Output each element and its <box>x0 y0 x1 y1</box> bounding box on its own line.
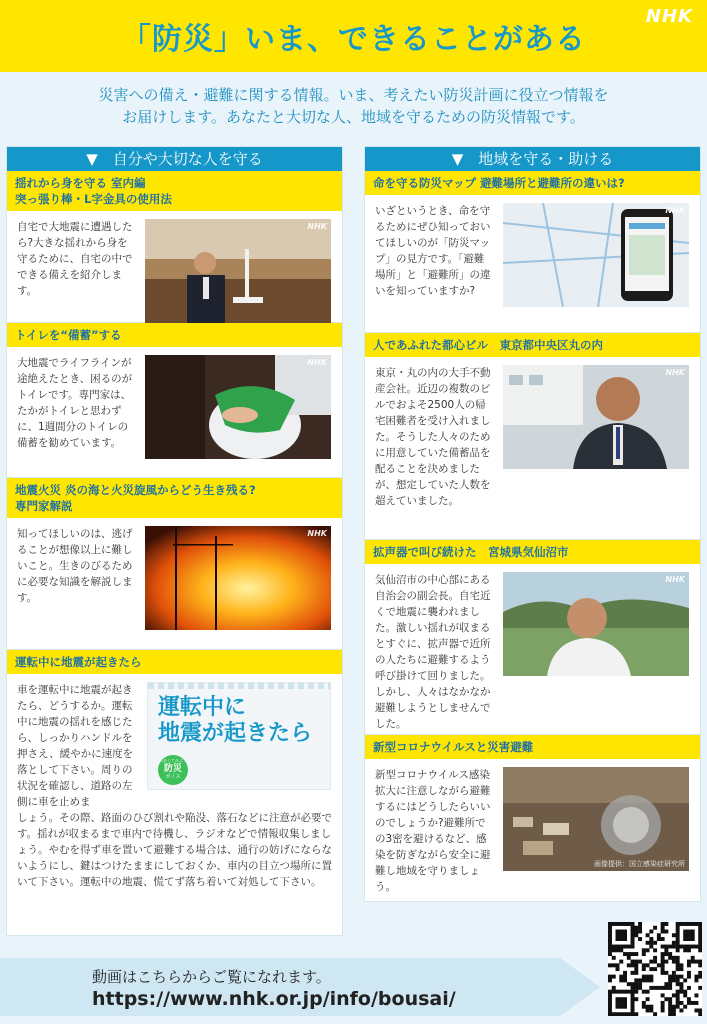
badge-small-text: ためしてみよう <box>159 758 187 763</box>
thumbnail-nhk-mark: NHK <box>665 368 685 377</box>
card-title[interactable] <box>7 323 342 347</box>
card-title-line-1[interactable]: 運転中に地震が起きたら <box>15 655 142 669</box>
card-driving-earthquake[interactable] <box>7 650 342 905</box>
graphic-stripe <box>148 683 330 689</box>
graphic-title-line-1: 運転中に <box>158 695 247 720</box>
thumbnail-nhk-mark: NHK <box>665 206 685 215</box>
header-banner <box>0 0 707 72</box>
card-text: 新型コロナウイルス感染拡大に注意しながら避難するにはどうしたらいいのでしょうか?避難所での3密を避けるなど、感染を防ぎながら安全に避難し地域を守りましょう。 <box>375 769 491 893</box>
card-marunouchi-building[interactable] <box>365 333 700 540</box>
card-title[interactable] <box>365 171 700 195</box>
footer-url-link[interactable]: https://www.nhk.or.jp/info/bousai/ <box>92 988 456 1010</box>
card-title[interactable] <box>365 735 700 759</box>
video-thumbnail[interactable] <box>145 355 331 459</box>
card-title-line-1[interactable]: 人であふれた都心ビル 東京都中央区丸の内 <box>373 338 603 352</box>
thumbnail-fire-scene <box>145 526 331 630</box>
card-earthquake-fire[interactable] <box>7 478 342 650</box>
card-title[interactable] <box>365 540 700 564</box>
card-title-line-1[interactable]: 命を守る防災マップ 避難場所と避難所の違いは? <box>373 176 625 190</box>
card-text: 自宅で大地震に遭遇したら?大きな揺れから身を守るために、自宅の中でできる備えを紹介します。 <box>17 221 133 297</box>
thumbnail-interior-scene <box>145 219 331 323</box>
card-covid-evacuation[interactable] <box>365 735 700 901</box>
card-furniture-anchoring[interactable] <box>7 171 342 323</box>
left-column <box>6 146 343 936</box>
card-title-line-1[interactable]: 揺れから身を守る 室内編 <box>15 176 146 190</box>
thumbnail-outdoor-interview <box>503 572 689 676</box>
card-title[interactable] <box>7 650 342 674</box>
card-title-line-1[interactable]: 拡声器で叫び続けた 宮城県気仙沼市 <box>373 545 569 559</box>
footer-caption: 動画はこちらからご覧になれます。 <box>92 968 331 986</box>
thumbnail-evacuation-shelter <box>503 767 689 871</box>
card-text: 知ってほしいのは、逃げることが想像以上に難しいこと。生きのびるために必要な知識を解説します。 <box>17 528 133 604</box>
card-kesennuma-loudspeaker[interactable] <box>365 540 700 735</box>
video-thumbnail[interactable] <box>503 572 689 676</box>
card-text: 大地震でライフラインが途絶えたとき、困るのがトイレです。専門家は、たかがトイレと思わずに、1週間分のトイレの備蓄を勧めています。 <box>17 357 133 449</box>
card-title-line-1[interactable]: トイレを“備蓄”する <box>15 328 122 342</box>
qr-code-pattern <box>608 922 702 1016</box>
card-title[interactable] <box>365 333 700 357</box>
video-thumbnail[interactable] <box>145 219 331 323</box>
left-column-heading: ▼ 自分や大切な人を守る <box>7 147 342 171</box>
page-title: 「防災」いま、できることがある <box>121 22 586 57</box>
card-title[interactable] <box>7 478 342 518</box>
card-title-line-1[interactable]: 地震火災 炎の海と火災旋風からどう生き残る? <box>15 483 256 497</box>
card-text: 気仙沼市の中心部にある自治会の副会長。自宅近くで地震に襲われました。激しい揺れが収まるとすぐに、拡声器で近所の人たちに避難するよう呼び掛けて回りました。しかし、人々はなかなか避難しようとしませんでした。 <box>375 574 491 730</box>
thumbnail-nhk-mark: NHK <box>665 575 685 584</box>
badge-main-text: 防災 <box>163 764 182 774</box>
card-text: 東京・丸の内の大手不動産会社。近辺の複数のビルでおよそ2500人の帰宅困難者を受け入れました。そうした人々のために用意していた備蓄品を配ることを決めましたが、想定していた人数を超えていました。 <box>375 367 491 507</box>
video-thumbnail[interactable] <box>503 767 689 871</box>
thumbnail-nhk-mark: NHK <box>307 358 327 367</box>
driving-graphic[interactable] <box>147 682 331 790</box>
thumbnail-office-interview <box>503 365 689 469</box>
video-thumbnail[interactable] <box>503 365 689 469</box>
card-title-line-2[interactable]: 専門家解説 <box>15 499 73 513</box>
card-title-line-1[interactable]: 新型コロナウイルスと災害避難 <box>373 740 534 754</box>
badge-sub-text: ポイス <box>165 774 181 780</box>
card-toilet-stockpile[interactable] <box>7 323 342 478</box>
card-title[interactable] <box>7 171 342 211</box>
graphic-title-line-2: 地震が起きたら <box>158 721 313 746</box>
video-thumbnail[interactable] <box>145 526 331 630</box>
nhk-logo[interactable]: NHK <box>645 6 693 27</box>
right-column <box>364 146 701 902</box>
footer <box>0 948 620 1024</box>
thumbnail-toilet-scene <box>145 355 331 459</box>
bousai-point-badge <box>158 755 188 785</box>
thumbnail-nhk-mark: NHK <box>307 529 327 538</box>
intro-line-2: お届けします。あなたと大切な人、地域を守るための防災情報です。 <box>122 108 585 126</box>
right-column-heading: ▼ 地域を守る・助ける <box>365 147 700 171</box>
card-hazard-map[interactable] <box>365 171 700 333</box>
thumbnail-nhk-mark: NHK <box>307 222 327 231</box>
card-text-bottom: しょう。その際、路面のひび割れや陥没、落石などに注意が必要です。揺れが収まるまで車内で待機し、ラジオなどで情報収集しましょう。やむを得ず車を置いて避難する場合は、通行の妨げにならないようにし、鍵はつけたままにしておくか、車内の目立つ場所に置いて下さい。運転中の地震、慌てず落ち着いて対処して下さい。 <box>17 812 332 888</box>
graphic-title <box>158 695 312 747</box>
qr-code[interactable] <box>608 922 702 1016</box>
thumbnail-map-phone-scene <box>503 203 689 307</box>
video-thumbnail[interactable] <box>503 203 689 307</box>
intro-line-1: 災害への備え・避難に関する情報。いま、考えたい防災計画に役立つ情報を <box>98 86 609 104</box>
intro-text <box>0 84 707 128</box>
card-text-top: 車を運転中に地震が起きたら、どうするか。運転中に地震の揺れを感じたら、しっかりハンドルを押さえ、緩やかに速度を落として下さい。周りの状況を確認し、道路の左側に車を止めま <box>17 684 134 808</box>
card-text: いざというとき、命を守るためにぜひ知っておいてほしいのが「防災マップ」の見方です。「避難場所」と「避難所」の違いを知っていますか? <box>375 205 491 297</box>
card-title-line-2[interactable]: 突っ張り棒・L字金具の使用法 <box>15 192 172 206</box>
thumbnail-image-credit: 画像提供：国立感染症研究所 <box>594 860 685 868</box>
